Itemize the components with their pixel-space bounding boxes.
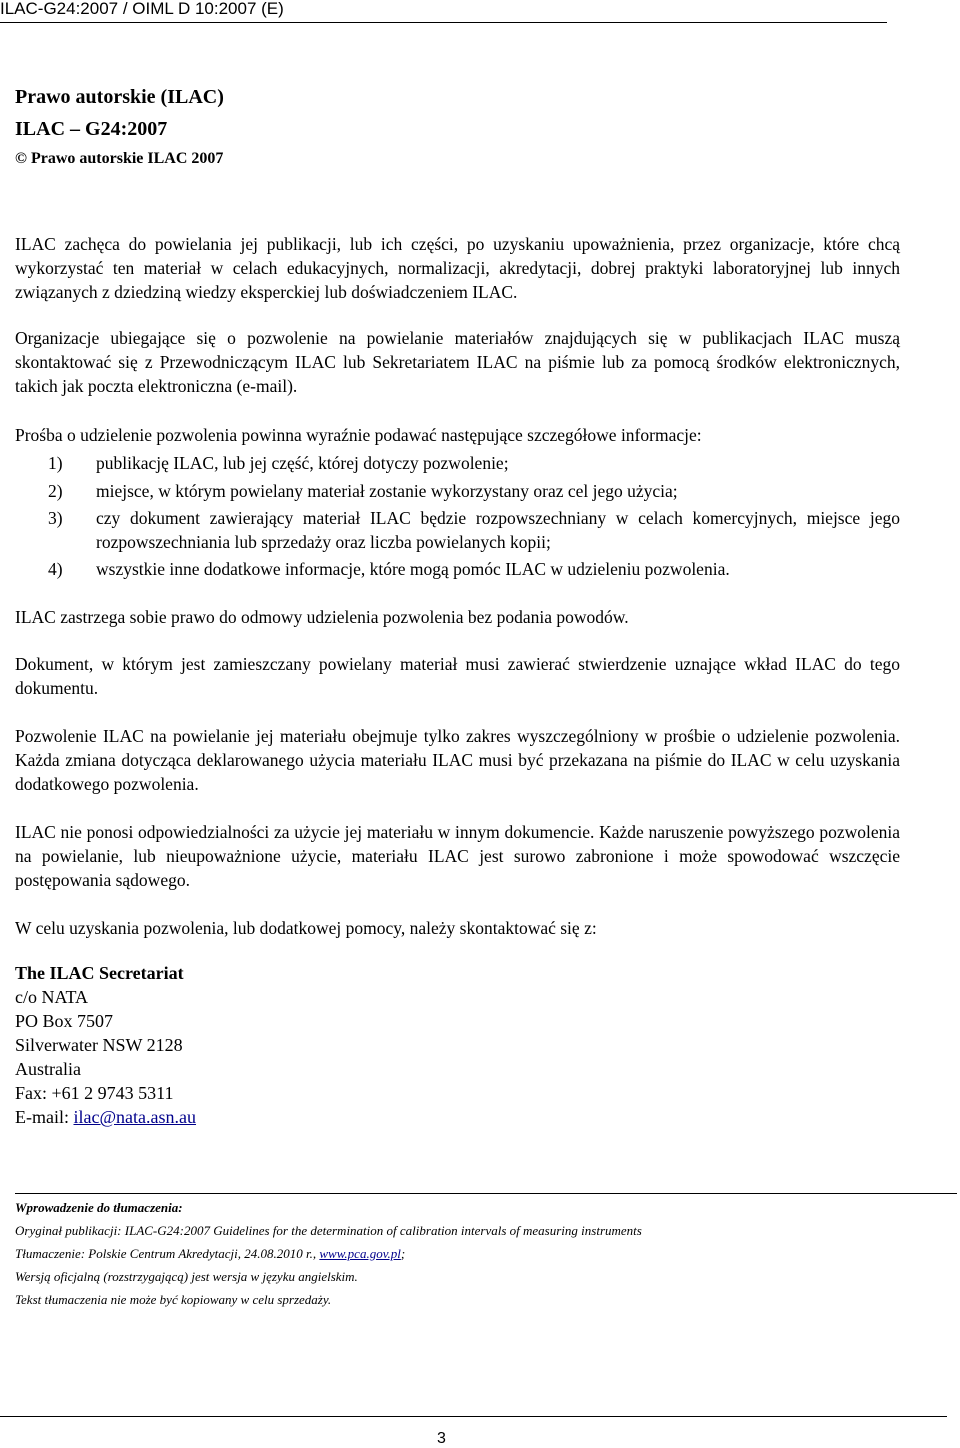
page-number: 3 (437, 1430, 446, 1447)
address-line: Australia (15, 1059, 81, 1079)
list-text: wszystkie inne dodatkowe informacje, które mogą pomóc ILAC w udzieleniu pozwolenia. (96, 559, 730, 579)
document-id: ILAC-G24:2007 / OIML D 10:2007 (E) (0, 0, 284, 18)
website-link[interactable]: www.pca.gov.pl (319, 1246, 401, 1261)
paragraph-5: Dokument, w którym jest zamieszczany powielany materiał musi zawierać stwierdzenie uznające wkład ILAC do tego dokumentu. (15, 654, 900, 698)
list-text: miejsce, w którym powielany materiał zostanie wykorzystany oraz cel jego użycia; (96, 481, 678, 501)
list-text: publikację ILAC, lub jej część, której dotyczy pozwolenie; (96, 453, 509, 473)
paragraph-4: ILAC zastrzega sobie prawo do odmowy udzielenia pozwolenia bez podania powodów. (15, 607, 629, 627)
title-copyright: Prawo autorskie (ILAC) (15, 86, 224, 108)
title-copyright-notice: © Prawo autorskie ILAC 2007 (15, 150, 224, 167)
paragraph-1: ILAC zachęca do powielania jej publikacji, lub ich części, po uzyskaniu upoważnienia, przez organizacje, które chcą wykorzystać ten materiał w celach edukacyjnych, normalizacji, akredytacji, dobrej praktyki laboratoryjnej lub innych związanych z dziedziną wiedzy eksperckiej lub doświadczeniem ILAC. (15, 234, 900, 302)
footnote-line: Oryginał publikacji: ILAC-G24:2007 Guidelines for the determination of calibration intervals of measuring instruments (15, 1223, 642, 1238)
list-number: 4) (48, 559, 63, 579)
title-doc-number: ILAC – G24:2007 (15, 118, 168, 140)
running-header (0, 0, 887, 23)
address-fax: Fax: +61 2 9743 5311 (15, 1083, 174, 1103)
paragraph-2: Organizacje ubiegające się o pozwolenie na powielanie materiałów znajdujących się w publikacjach ILAC muszą skontaktować się z Przewodniczącym ILAC lub Sekretariatem ILAC na piśmie lub za pomocą środków elektronicznych, takich jak poczta elektroniczna (e-mail). (15, 328, 900, 396)
paragraph-6: Pozwolenie ILAC na powielanie jej materiału obejmuje tylko zakres wyszczególniony w prośbie o udzielenie pozwolenia. Każda zmiana dotycząca deklarowanego użycia materiału ILAC musi być przekazana na piśmie do ILAC w celu uzyskania dodatkowego pozwolenia. (15, 726, 900, 794)
paragraph-8: W celu uzyskania pozwolenia, lub dodatkowej pomocy, należy skontaktować się z: (15, 918, 597, 938)
paragraph-3: Prośba o udzielenie pozwolenia powinna wyraźnie podawać następujące szczegółowe informacje: (15, 425, 702, 445)
list-number: 2) (48, 481, 63, 501)
footnote-divider (15, 1193, 957, 1194)
footer-divider (0, 1416, 947, 1417)
address-name: The ILAC Secretariat (15, 963, 184, 983)
address-line: Silverwater NSW 2128 (15, 1035, 183, 1055)
list-number: 3) (48, 508, 63, 528)
address-line: PO Box 7507 (15, 1011, 114, 1031)
list-number: 1) (48, 453, 63, 473)
list-text: czy dokument zawierający materiał ILAC będzie rozpowszechniany w celach komercyjnych, miejsce jego rozpowszechniania lub sprzedaży oraz liczba powielanych kopii; (96, 508, 900, 552)
address-email: E-mail: ilac@nata.asn.au (15, 1107, 197, 1127)
footnote-line: Tłumaczenie: Polskie Centrum Akredytacji, 24.08.2010 r., www.pca.gov.pl; (15, 1246, 406, 1261)
email-link[interactable]: ilac@nata.asn.au (73, 1107, 197, 1127)
paragraph-7: ILAC nie ponosi odpowiedzialności za użycie jej materiału w innym dokumencie. Każde naruszenie powyższego pozwolenia na powielanie, lub nieupoważnione użycie, materiału ILAC jest surowo zabronione i może spowodować wszczęcie postępowania sądowego. (15, 822, 900, 890)
footnote-line: Wersją oficjalną (rozstrzygającą) jest wersja w języku angielskim. (15, 1269, 358, 1284)
footnote-heading: Wprowadzenie do tłumaczenia: (15, 1200, 183, 1215)
footnote-line: Tekst tłumaczenia nie może być kopiowany w celu sprzedaży. (15, 1292, 332, 1307)
address-line: c/o NATA (15, 987, 89, 1007)
